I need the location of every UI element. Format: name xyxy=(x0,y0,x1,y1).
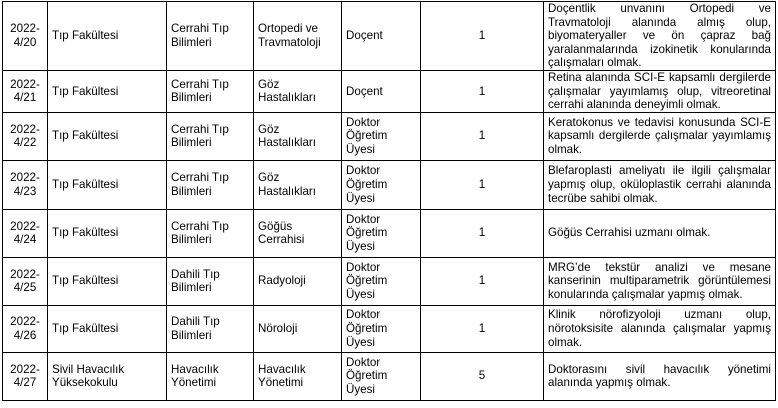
division-cell: Dahili Tıp Bilimleri xyxy=(167,305,254,352)
title-cell: Doktor Öğretim Üyesi xyxy=(342,257,421,305)
id-cell: 2022- 4/21 xyxy=(3,70,48,112)
department-cell: Göz Hastalıkları xyxy=(254,112,342,160)
faculty-cell: Tıp Fakültesi xyxy=(48,257,167,305)
faculty-cell: Tıp Fakültesi xyxy=(48,305,167,352)
division-cell: Cerrahi Tıp Bilimleri xyxy=(167,209,254,257)
count-cell: 1 xyxy=(421,305,544,352)
division-cell: Cerrahi Tıp Bilimleri xyxy=(167,2,254,71)
title-cell: Doçent xyxy=(342,70,421,112)
division-cell: Cerrahi Tıp Bilimleri xyxy=(167,112,254,160)
title-cell: Doktor Öğretim Üyesi xyxy=(342,305,421,352)
table-row xyxy=(3,257,776,305)
count-cell: 5 xyxy=(421,352,544,400)
count-cell: 1 xyxy=(421,2,544,71)
table-row xyxy=(3,160,776,209)
division-cell: Dahili Tıp Bilimleri xyxy=(167,257,254,305)
faculty-cell: Sivil Havacılık Yüksekokulu xyxy=(48,352,167,400)
requirement-cell: Doktorasını sivil havacılık yönetimi alanında yapmış olmak. xyxy=(544,352,776,400)
department-cell: Havacılık Yönetimi xyxy=(254,352,342,400)
table-row xyxy=(3,70,776,112)
division-cell: Cerrahi Tıp Bilimleri xyxy=(167,70,254,112)
requirement-cell: MRG’de tekstür analizi ve mesane kanserinin multiparametrik görüntülemesi konularında çalışmalar yapmış olmak. xyxy=(544,257,776,305)
positions-table xyxy=(2,1,776,401)
requirement-cell: Retina alanında SCI-E kapsamlı dergilerde çalışmalar yayımlamış olup, vitreoretinal cerrahi alanında deneyimli olmak. xyxy=(544,70,776,112)
table-row xyxy=(3,209,776,257)
requirement-cell: Blefaroplasti ameliyatı ile ilgili çalışmalar yapmış olup, oküloplastik cerrahi alanında tecrübe sahibi olmak. xyxy=(544,160,776,209)
department-cell: Göz Hastalıkları xyxy=(254,160,342,209)
title-cell: Doktor Öğretim Üyesi xyxy=(342,112,421,160)
department-cell: Nöroloji xyxy=(254,305,342,352)
department-cell: Göğüs Cerrahisi xyxy=(254,209,342,257)
department-cell: Radyoloji xyxy=(254,257,342,305)
requirement-cell: Doçentlik unvanını Ortopedi ve Travmatoloji alanında almış olup, biyomateryaller ve ön çapraz bağ yaralanmalarında izokinetik konularında çalışmaları olmak. xyxy=(544,2,776,71)
title-cell: Doktor Öğretim Üyesi xyxy=(342,352,421,400)
id-cell: 2022- 4/25 xyxy=(3,257,48,305)
division-cell: Cerrahi Tıp Bilimleri xyxy=(167,160,254,209)
table-row xyxy=(3,2,776,71)
table-row xyxy=(3,352,776,400)
id-cell: 2022- 4/24 xyxy=(3,209,48,257)
faculty-cell: Tıp Fakültesi xyxy=(48,160,167,209)
id-cell: 2022- 4/23 xyxy=(3,160,48,209)
title-cell: Doçent xyxy=(342,2,421,71)
faculty-cell: Tıp Fakültesi xyxy=(48,209,167,257)
count-cell: 1 xyxy=(421,160,544,209)
faculty-cell: Tıp Fakültesi xyxy=(48,70,167,112)
requirement-cell: Göğüs Cerrahisi uzmanı olmak. xyxy=(544,209,776,257)
id-cell: 2022- 4/27 xyxy=(3,352,48,400)
division-cell: Havacılık Yönetimi xyxy=(167,352,254,400)
faculty-cell: Tıp Fakültesi xyxy=(48,112,167,160)
id-cell: 2022- 4/22 xyxy=(3,112,48,160)
count-cell: 1 xyxy=(421,112,544,160)
id-cell: 2022- 4/20 xyxy=(3,2,48,71)
title-cell: Doktor Öğretim Üyesi xyxy=(342,209,421,257)
title-cell: Doktor Öğretim Üyesi xyxy=(342,160,421,209)
requirement-cell: Keratokonus ve tedavisi konusunda SCI-E kapsamlı dergilerde çalışmalar yayımlamış olmak. xyxy=(544,112,776,160)
department-cell: Ortopedi ve Travmatoloji xyxy=(254,2,342,71)
faculty-cell: Tıp Fakültesi xyxy=(48,2,167,71)
department-cell: Göz Hastalıkları xyxy=(254,70,342,112)
id-cell: 2022- 4/26 xyxy=(3,305,48,352)
count-cell: 1 xyxy=(421,70,544,112)
requirement-cell: Klinik nörofizyoloji uzmanı olup, nörotoksisite alanında çalışmalar yapmış olmak. xyxy=(544,305,776,352)
count-cell: 1 xyxy=(421,209,544,257)
positions-table-body xyxy=(3,2,776,401)
table-row xyxy=(3,112,776,160)
table-row xyxy=(3,305,776,352)
count-cell: 1 xyxy=(421,257,544,305)
